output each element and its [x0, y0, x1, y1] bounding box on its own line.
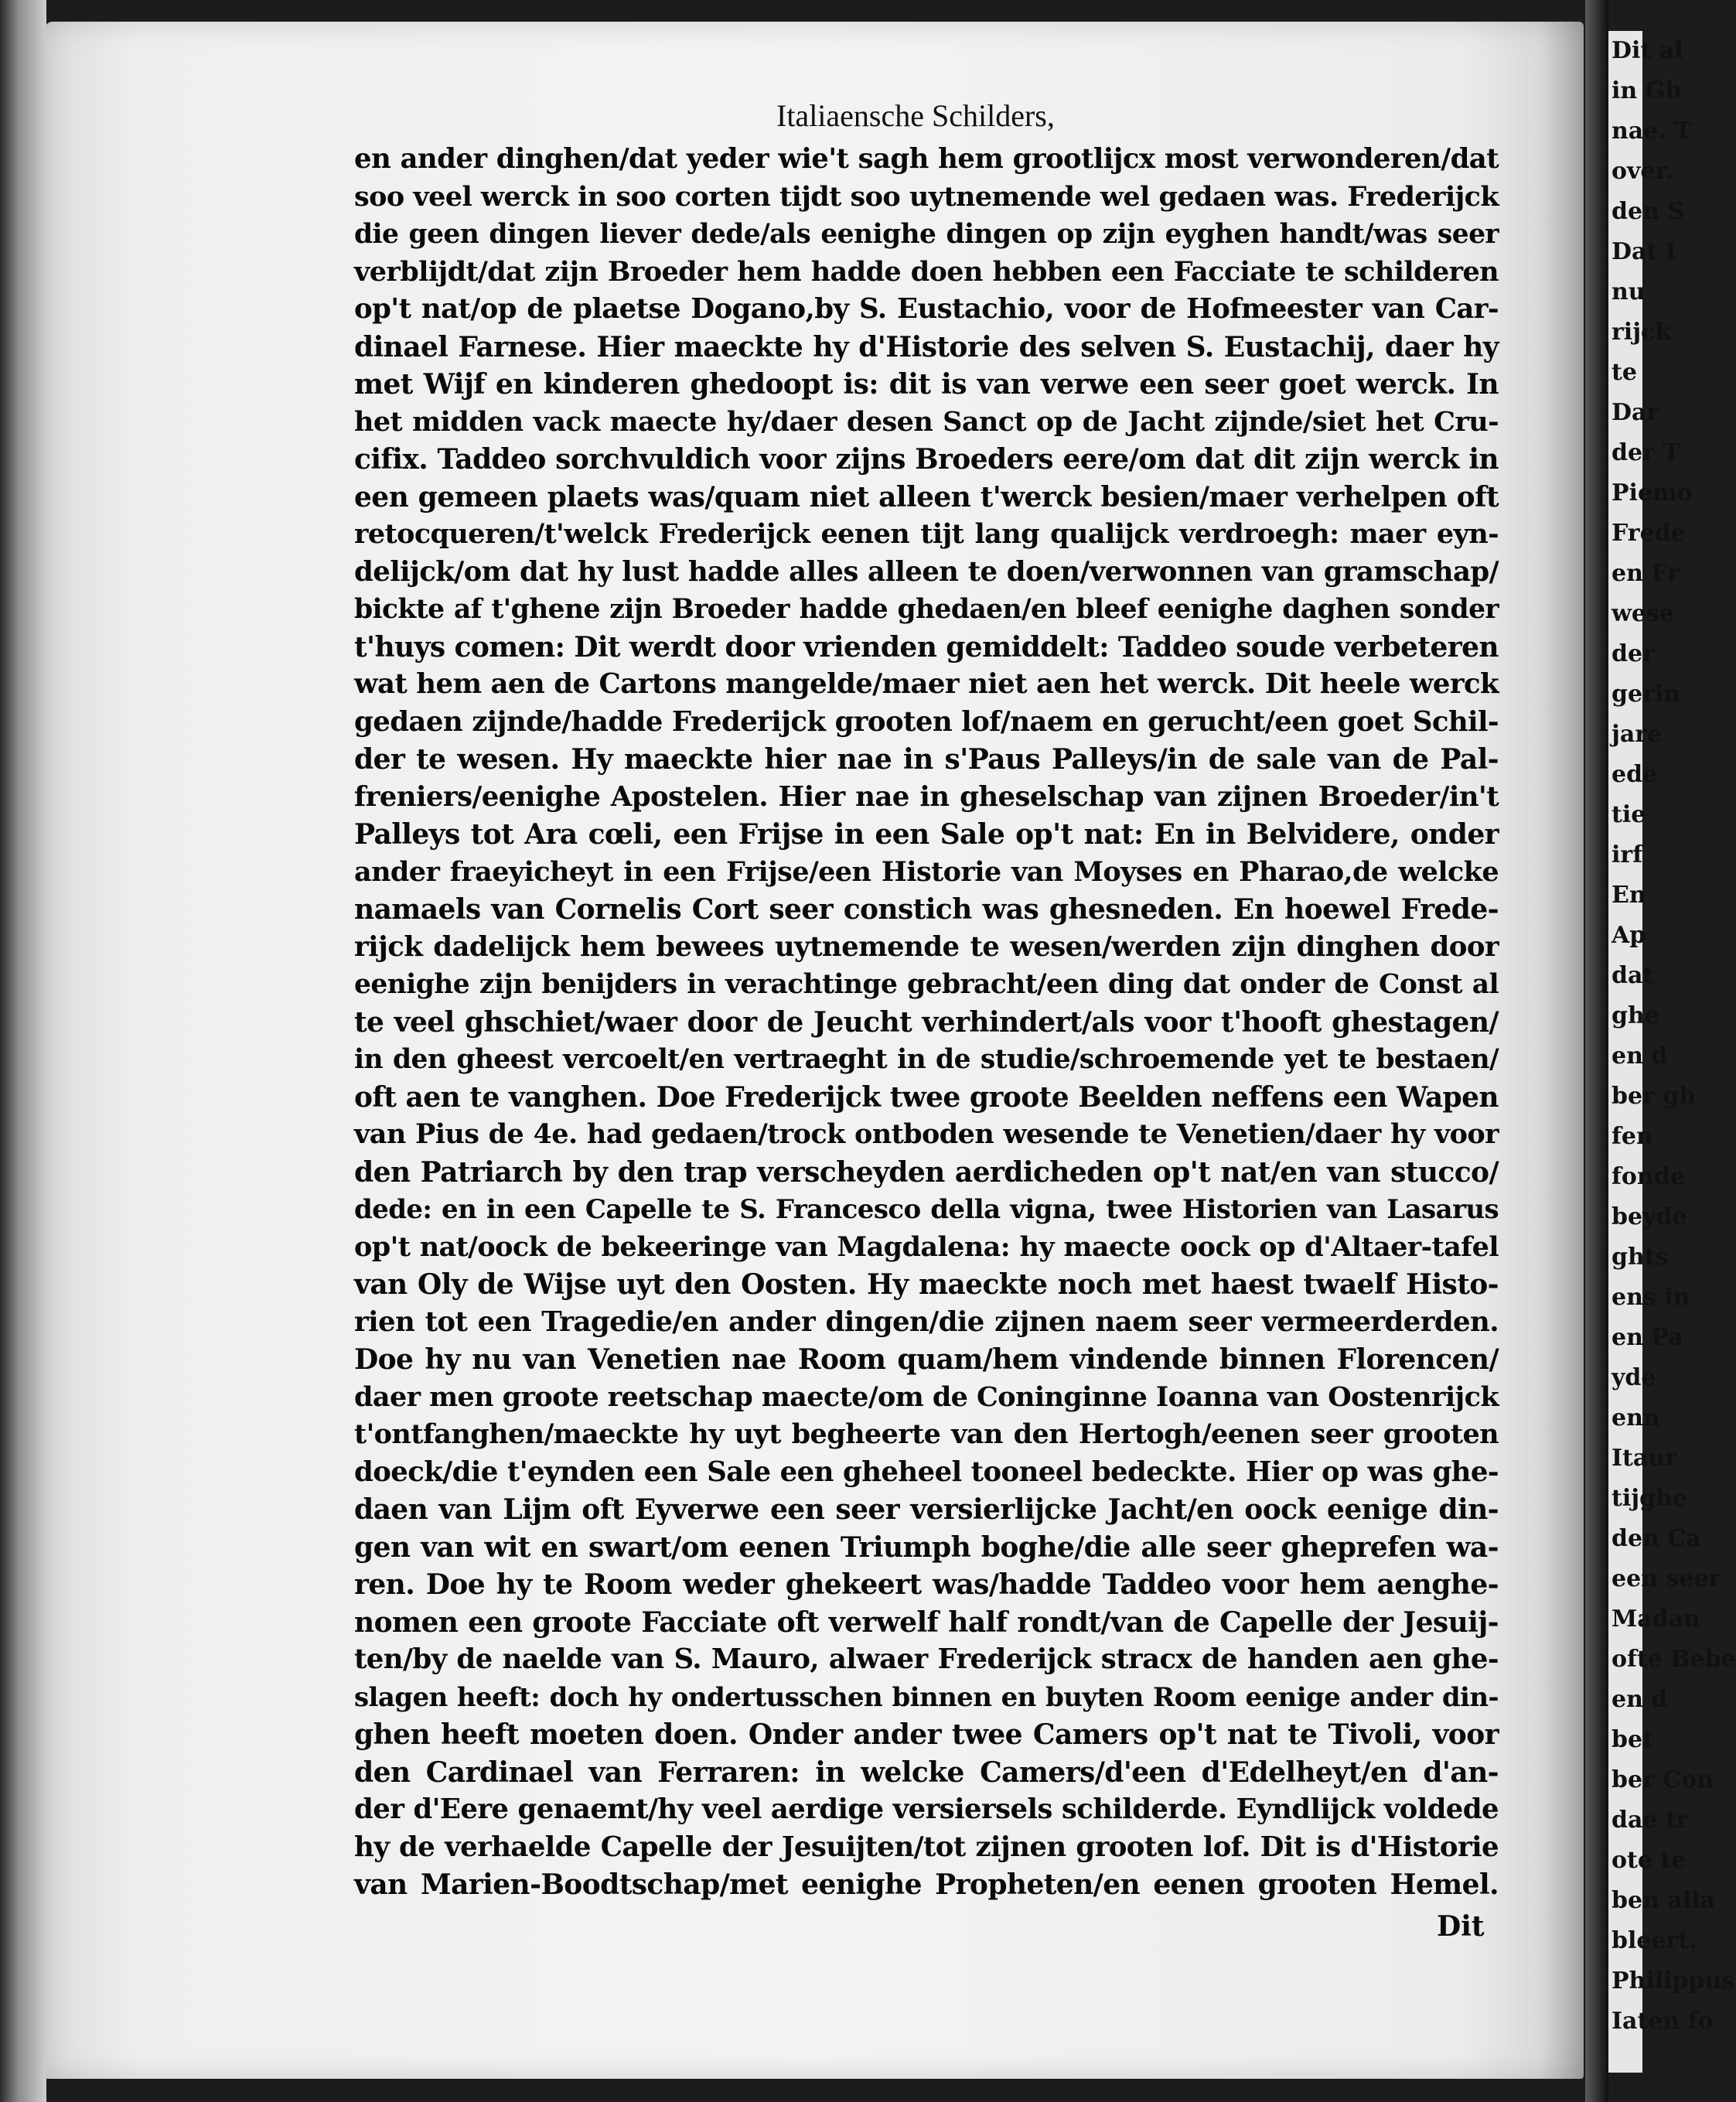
text-line: die geen dingen liever dede/als eenighe dingen op zijn eyghen handt/was seer	[354, 219, 1499, 250]
facing-page-fragment: Madan	[1612, 1606, 1700, 1633]
text-line: met Wijf en kinderen ghedoopt is: dit is van verwe een seer goet werck. In	[354, 368, 1499, 401]
facing-page-fragment: enn	[1612, 1404, 1660, 1431]
facing-page-fragment: Itaur	[1612, 1445, 1677, 1472]
facing-page-fragment: ben alla	[1612, 1887, 1715, 1914]
text-line: dede: en in een Capelle te S. Francesco della vigna, twee Historien van Lasarus	[354, 1194, 1499, 1225]
catchword: Dit	[1437, 1910, 1485, 1943]
facing-page-fragment: gerin	[1612, 681, 1681, 708]
facing-page-fragment: irf	[1612, 841, 1643, 868]
text-line: van Marien-Boodtschap/met eenighe Propheten/en eenen grooten Hemel.	[354, 1868, 1499, 1901]
facing-page-fragment: fonde	[1612, 1163, 1685, 1190]
book-gutter	[1585, 0, 1608, 2102]
text-line: ten/by de naelde van S. Mauro, alwaer Frederijck stracx de handen aen ghe-	[354, 1643, 1499, 1675]
facing-page-fragment: nu	[1612, 278, 1646, 305]
text-line: ren. Doe hy te Room weder ghekeert was/hadde Taddeo voor hem aenghe-	[354, 1568, 1499, 1601]
text-line: dinael Farnese. Hier maeckte hy d'Historie des selven S. Eustachij, daer hy	[354, 330, 1499, 363]
facing-page-fragment: den Ca	[1612, 1525, 1701, 1552]
facing-page-fragment: Dit al	[1612, 37, 1683, 64]
facing-page-fragment: over.	[1612, 158, 1674, 185]
facing-page-fragment: Dat I	[1612, 238, 1676, 265]
facing-page-fragment: ghts	[1612, 1244, 1669, 1271]
facing-page-fragment: fen	[1612, 1123, 1653, 1150]
text-line: Doe hy nu van Venetien nae Room quam/hem vindende binnen Florencen/	[354, 1343, 1499, 1376]
text-line: nomen een groote Facciate oft verwelf half rondt/van de Capelle der Jesuij-	[354, 1606, 1499, 1639]
facing-page-fragment: Piemo	[1612, 479, 1693, 507]
facing-page-fragment: in Gh	[1612, 77, 1683, 104]
text-line: t'ontfanghen/maeckte hy uyt begheerte van den Hertogh/eenen seer grooten	[354, 1418, 1499, 1450]
facing-page-fragment: ote te	[1612, 1847, 1687, 1874]
text-line: van Oly de Wijse uyt den Oosten. Hy maeckte noch met haest twaelf Histo-	[354, 1268, 1499, 1301]
facing-page-fragment: jare	[1612, 721, 1663, 748]
running-head: Italiaensche Schilders,	[776, 98, 1055, 133]
facing-page-fragment: Dar	[1612, 399, 1659, 426]
text-line: soo veel werck in soo corten tijdt soo uytnemende wel gedaen was. Frederijck	[354, 180, 1499, 213]
text-line: namaels van Cornelis Cort seer constich was ghesneden. En hoewel Frede-	[354, 893, 1499, 926]
text-line: den Patriarch by den trap verscheyden aerdicheden op't nat/en van stucco/	[354, 1155, 1499, 1189]
text-line: in den gheest vercoelt/en vertraeght in de studie/schroemende yet te bestaen/	[354, 1044, 1499, 1075]
facing-page-fragment: der	[1612, 640, 1655, 667]
facing-page-fragment: En	[1612, 882, 1646, 909]
text-line: doeck/die t'eynden een Sale een gheheel tooneel bedeckte. Hier op was ghe-	[354, 1455, 1499, 1488]
text-line: cifix. Taddeo sorchvuldich voor zijns Broeders eere/om dat dit zijn werck in	[354, 443, 1499, 476]
text-line: ander fraeyicheyt in een Frijse/een Historie van Moyses en Pharao,de welcke	[354, 855, 1499, 888]
facing-page-fragment: wese	[1612, 600, 1674, 627]
facing-page-fragment: ede	[1612, 761, 1658, 788]
facing-page-fragment: dae tr	[1612, 1807, 1689, 1834]
text-line: delijck/om dat hy lust hadde alles alleen te doen/verwonnen van gramschap/	[354, 555, 1499, 588]
text-line: gedaen zijnde/hadde Frederijck grooten lof/naem en gerucht/een goet Schil-	[354, 705, 1499, 738]
text-line: slagen heeft: doch hy ondertusschen binnen en buyten Room eenige ander din-	[354, 1681, 1499, 1713]
text-line: freniers/eenighe Apostelen. Hier nae in gheselschap van zijnen Broeder/in't	[354, 780, 1499, 813]
facing-page-edge	[1608, 31, 1736, 2073]
text-line: gen van wit en swart/om eenen Triumph boghe/die alle seer gheprefen wa-	[354, 1530, 1499, 1564]
facing-page-fragment: bleert.	[1612, 1927, 1697, 1954]
facing-page-fragment: en Fr	[1612, 560, 1680, 587]
text-line: van Pius de 4e. had gedaen/trock ontboden wesende te Venetien/daer hy voor	[354, 1118, 1499, 1150]
text-line: wat hem aen de Cartons mangelde/maer niet aen het werck. Dit heele werck	[354, 668, 1499, 700]
text-line: daen van Lijm oft Eyverwe een seer versierlijcke Jacht/en oock eenige din-	[354, 1493, 1499, 1526]
facing-page-fragment: te	[1612, 359, 1637, 386]
facing-page-fragment: tie	[1612, 801, 1646, 828]
facing-page-fragment: ber Con	[1612, 1766, 1714, 1793]
facing-page-fragment: tijghe	[1612, 1485, 1687, 1512]
text-line: retocqueren/t'welck Frederijck eenen tijt lang qualijck verdroegh: maer eyn-	[354, 518, 1499, 550]
text-line: eenighe zijn benijders in verachtinge gebracht/een ding dat onder de Const al	[354, 969, 1499, 1000]
body-text	[354, 141, 1499, 1904]
facing-page-fragment: ber gh	[1612, 1083, 1697, 1110]
facing-page-fragment: rijck	[1612, 319, 1672, 346]
text-line: daer men groote reetschap maecte/om de Coninginne Ioanna van Oostenrijck	[354, 1380, 1499, 1413]
text-line: op't nat/oock de bekeeringe van Magdalena: hy maecte oock op d'Altaer-tafel	[354, 1230, 1499, 1263]
facing-page-fragment: dat	[1612, 962, 1654, 989]
text-line: Palleys tot Ara cœli, een Frijse in een Sale op't nat: En in Belvidere, onder	[354, 818, 1499, 851]
text-line: hy de verhaelde Capelle der Jesuijten/tot zijnen grooten lof. Dit is d'Historie	[354, 1831, 1499, 1863]
facing-page-fragment: yde	[1612, 1364, 1656, 1391]
facing-page-fragment: en Pa	[1612, 1324, 1683, 1351]
text-line: op't nat/op de plaetse Dogano,by S. Eustachio, voor de Hofmeester van Car-	[354, 293, 1499, 325]
facing-page-fragment: nae. T	[1612, 118, 1692, 145]
facing-page-fragment: Ap	[1612, 922, 1646, 949]
text-line: ghen heeft moeten doen. Onder ander twee Camers op't nat te Tivoli, voor	[354, 1718, 1499, 1751]
text-line: der te wesen. Hy maeckte hier nae in s'Paus Palleys/in de sale van de Pal-	[354, 743, 1499, 776]
facing-page-fragment: ghe	[1612, 1002, 1659, 1029]
facing-page-fragment: beyde	[1612, 1203, 1687, 1230]
text-line: oft aen te vanghen. Doe Frederijck twee groote Beelden neffens een Wapen	[354, 1080, 1499, 1114]
text-line: te veel ghschiet/waer door de Jeucht verhindert/als voor t'hooft ghestagen/	[354, 1005, 1499, 1039]
text-line: bickte af t'ghene zijn Broeder hadde ghedaen/en bleef eenighe daghen sonder	[354, 594, 1499, 625]
text-line: t'huys comen: Dit werdt door vrienden gemiddelt: Taddeo soude verbeteren	[354, 630, 1499, 664]
text-line: en ander dinghen/dat yeder wie't sagh hem grootlijcx most verwonderen/dat	[354, 143, 1499, 175]
facing-page-fragment: bet	[1612, 1726, 1653, 1753]
facing-page-fragment: den S	[1612, 198, 1684, 225]
facing-page-fragment: ens in	[1612, 1284, 1690, 1311]
text-line: rien tot een Tragedie/en ander dingen/die zijnen naem seer vermeerderden.	[354, 1305, 1499, 1338]
facing-page-fragment: en d	[1612, 1042, 1668, 1070]
text-line: het midden vack maecte hy/daer desen Sanct op de Jacht zijnde/siet het Cru-	[354, 405, 1499, 438]
text-line: verblijdt/dat zijn Broeder hem hadde doen hebben een Facciate te schilderen	[354, 255, 1499, 288]
facing-page-fragment: der T	[1612, 439, 1680, 466]
text-line: rijck dadelijck hem bewees uytnemende te wesen/werden zijn dinghen door	[354, 930, 1499, 963]
facing-page-fragment: een seer	[1612, 1565, 1721, 1592]
facing-page-fragment: en d	[1612, 1686, 1668, 1713]
text-line: den Cardinael van Ferraren: in welcke Camers/d'een d'Edelheyt/en d'an-	[354, 1756, 1499, 1789]
text-line: der d'Eere genaemt/hy veel aerdige versiersels schilderde. Eyndlijck voldede	[354, 1793, 1499, 1825]
text-line: een gemeen plaets was/quam niet alleen t'werck besien/maer verhelpen oft	[354, 480, 1499, 514]
left-page-edge	[0, 0, 46, 2102]
facing-page-fragment: Frede	[1612, 520, 1686, 547]
facing-page-fragment: ofte Bebe	[1612, 1646, 1736, 1673]
facing-page-fragment: Iaten fo	[1612, 2008, 1714, 2035]
facing-page-fragment: Philippus	[1612, 1967, 1735, 1995]
